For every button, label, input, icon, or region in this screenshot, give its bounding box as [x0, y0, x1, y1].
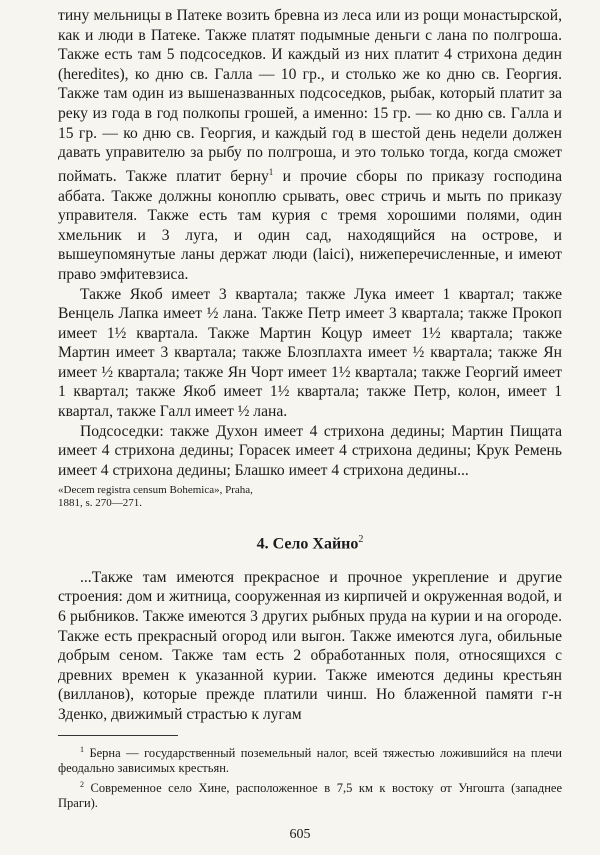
paragraph-holdings: Также Якоб имеет 3 квартала; также Лука имеет 1 квартал; также Венцель Лапка имеет ½ лана. Также Петр имеет 3 квартала; также Прокоп имеет 1½ квартала. Также Мартин Коцур имеет 1½ квартала; также Мартин имеет 3 квартала; также Блозплахта имеет ½ квартала; также Ян имеет ½ квартала; также Ян Чорт имеет 1½ квартала; также Георгий имеет 1 квартал; также Якоб имеет 1½ квартала; также Петр, колон, имеет 1 квартал, также Галл имеет ½ лана.: [58, 285, 562, 421]
paragraph-section: ...Также там имеются прекрасное и прочное укрепление и другие строения: дом и житница, сооруженная из кирпичей и окруженная водой, и 6 рыбников. Также имеются 3 других рыбных пруда на курии и на огороде. Также есть прекрасный огород или выгон. Также имеются луга, обильные добрым сеном. Также там есть 2 обработанных поля, относящихся с древних времен к указанной курии. Также имеются дедины крестьян (вилланов), которые прежде платили чинш. Но блаженной памяти г-н Зденко, движимый страстью к лугам: [58, 568, 562, 723]
footnote-ref: 1: [268, 166, 274, 177]
main-text: [58, 6, 562, 480]
page-number: 605: [289, 827, 311, 842]
footnote-divider: [58, 735, 178, 736]
source-citation: [58, 484, 562, 510]
footnote: [58, 742, 562, 777]
section-heading-note: 2: [358, 534, 364, 546]
footnote-text: Берна — государственный поземельный налог, всей тяжестью ложившийся на плечи феодально зависимых крестьян.: [58, 745, 562, 776]
footnote: [58, 777, 562, 812]
section-text: [58, 568, 562, 725]
footnote-mark: 1: [80, 744, 84, 754]
footnote-text: Современное село Хине, расположенное в 7,5 км к востоку от Унгошта (западнее Праги).: [58, 780, 562, 811]
section-heading-text: 4. Село Хайно: [256, 535, 359, 553]
footnote-mark: 2: [80, 779, 84, 789]
source-line: 1881, s. 270—271.: [58, 497, 143, 510]
paragraph-text-cont: и прочие сборы по приказу господина аббата. Также должны коноплю срывать, овес стричь и мыть по приказу управителя. Также есть там курия с тремя хорошими полями, один хмельник и 3 луга, и один сад, находящийся на острове, и вышеупомянутые ланы держат люди (laici), нижеперечисленные, и имеют право эмфитевзиса.: [58, 167, 562, 283]
source-line: «Decem registra censum Bohemica», Praha,: [58, 484, 253, 497]
paragraph-continuation: [58, 6, 562, 285]
section-heading: [58, 534, 562, 553]
paragraph-text: тину мельницы в Патеке возить бревна из леса или из рощи монастырской, как и люди в Патеке. Также платят подымные деньги с лана по полгроша. Также есть там 5 подсоседков. И каждый из них платит 4 стрихона дедин (heredites), ко дню св. Галла — 10 гр., и столько же ко дню св. Георгия. Также там один из вышеназванных подсоседков, рыбак, который платит за реку из года в год полкопы грошей, а именно: 15 гр. — ко дню св. Галла и 15 гр. — ко дню св. Георгия, и каждый год в шестой день недели должен давать управителю за рыбу по полгроша, и это только тогда, когда сможет поймать. Также платит берну: [58, 7, 562, 185]
paragraph-subtenants: Подсоседки: также Духон имеет 4 стрихона дедины; Мартин Пищата имеет 4 стрихона дедины; Горасек имеет 4 стрихона дедины; Крук Ремень имеет 4 стрихона дедины; Блашко имеет 4 стрихона дедины...: [58, 422, 562, 479]
